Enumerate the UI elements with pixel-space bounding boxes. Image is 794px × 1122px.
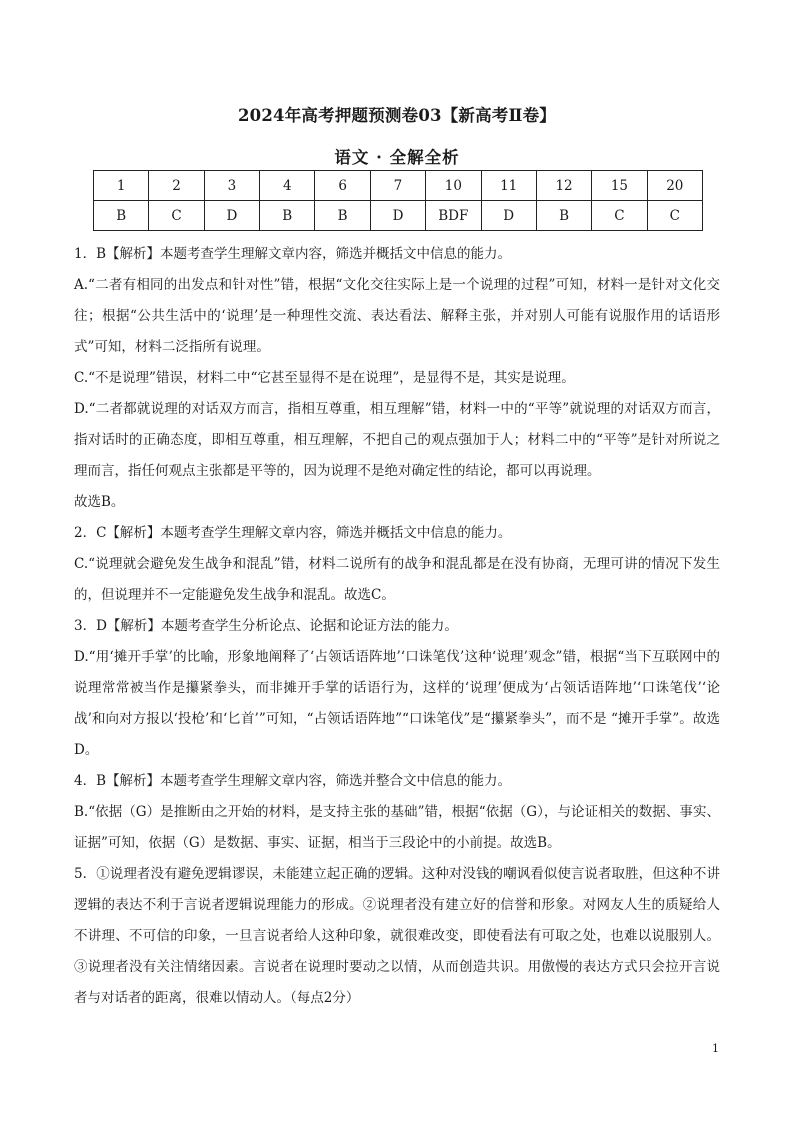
answer-cell: C xyxy=(149,201,204,231)
answer-table-answer-row xyxy=(94,201,703,231)
question-number-cell: 11 xyxy=(481,171,536,201)
analysis-paragraph-q1-a: A.“二者有相同的出发点和针对性”错，根据“文化交往实际上是一个说理的过程”可知，材料一是针对文化交往；根据“公共生活中的‘说理’是一种理性交流、表达看法、解释主张，并对别人可能有说服作用的话语形式”可知，材料二泛指所有说理。 xyxy=(74,277,720,355)
answer-cell: D xyxy=(370,201,425,231)
answer-table-question-row xyxy=(94,171,703,201)
analysis-paragraph-q4-heading: 4．B【解析】本题考查学生理解文章内容，筛选并整合文中信息的能力。 xyxy=(74,773,512,789)
page-number: 1 xyxy=(712,1042,719,1055)
analysis-paragraph-q4-b: B.“依据（G）是推断由之开始的材料，是支持主张的基础”错，根据“依据（G），与论证相关的数据、事实、证据”可知，依据（G）是数据、事实、证据，相当于三段论中的小前提。故选B。 xyxy=(74,804,720,851)
analysis-paragraph-q1-heading: 1．B【解析】本题考查学生理解文章内容，筛选并概括文中信息的能力。 xyxy=(74,246,512,262)
question-number-cell: 12 xyxy=(536,171,591,201)
question-number-cell: 15 xyxy=(592,171,647,201)
question-number-cell: 2 xyxy=(149,171,204,201)
analysis-paragraph-q1-c: C.“不是说理”错误，材料二中“它甚至显得不是在说理”，是显得不是，其实是说理。 xyxy=(74,370,575,386)
answer-cell: B xyxy=(315,201,370,231)
analysis-paragraph-q1-conclusion: 故选B。 xyxy=(74,494,125,510)
answer-cell: C xyxy=(647,201,702,231)
question-number-cell: 1 xyxy=(94,171,149,201)
analysis-paragraph-q2-c: C.“说理就会避免发生战争和混乱”错，材料二说所有的战争和混乱都是在没有协商，无理可讲的情况下发生的，但说理并不一定能避免发生战争和混乱。故选C。 xyxy=(74,556,720,603)
answer-cell: D xyxy=(204,201,259,231)
analysis-paragraph-q3-d: D.“用‘摊开手掌’的比喻，形象地阐释了‘占领话语阵地’‘口诛笔伐’这种‘说理’观念”错，根据“当下互联网中的说理常常被当作是攥紧拳头，而非摊开手掌的话语行为，这样的‘说理’便成为‘占领话语阵地’‘口诛笔伐’‘论战’和向对方报以‘投枪’和‘匕首’”可知，“占领话语阵地”“口诛笔伐”是“攥紧拳头”，而不是 “摊开手掌”。故选D。 xyxy=(74,649,720,758)
question-number-cell: 20 xyxy=(647,171,702,201)
analysis-content xyxy=(74,239,720,1014)
answer-cell: B xyxy=(536,201,591,231)
answer-cell: BDF xyxy=(426,201,481,231)
page-title: 2024年高考押题预测卷03【新高考Ⅱ卷】 xyxy=(238,106,556,125)
analysis-paragraph-q1-d: D.“二者都就说理的对话双方而言，指相互尊重，相互理解”错，材料一中的“平等”就说理的对话双方而言，指对话时的正确态度，即相互尊重，相互理解，不把自己的观点强加于人；材料二中的“平等”是针对所说之理而言，指任何观点主张都是平等的，因为说理不是绝对确定性的结论，都可以再说理。 xyxy=(74,401,720,479)
answer-cell: C xyxy=(592,201,647,231)
answer-table xyxy=(93,170,703,231)
analysis-paragraph-q2-heading: 2．C【解析】本题考查学生理解文章内容，筛选并概括文中信息的能力。 xyxy=(74,525,512,541)
page-subtitle: 语文 · 全解全析 xyxy=(334,148,460,167)
analysis-paragraph-q5: 5．①说理者没有避免逻辑谬误，未能建立起正确的逻辑。这种对没钱的嘲讽看似使言说者取胜，但这种不讲逻辑的表达不利于言说者逻辑说理能力的形成。②说理者没有建立好的信誉和形象。对网友人生的质疑给人不讲理、不可信的印象，一旦言说者给人这种印象，就很难改变，即使看法有可取之处，也难以说服别人。③说理者没有关注情绪因素。言说者在说理时要动之以情，从而创造共识。用傲慢的表达方式只会拉开言说者与对话者的距离，很难以情动人。（每点2分） xyxy=(74,866,720,1006)
answer-cell: B xyxy=(260,201,315,231)
question-number-cell: 10 xyxy=(426,171,481,201)
answer-cell: B xyxy=(94,201,149,231)
answer-cell: D xyxy=(481,201,536,231)
analysis-paragraph-q3-heading: 3．D【解析】本题考查学生分析论点、论据和论证方法的能力。 xyxy=(74,618,458,634)
question-number-cell: 7 xyxy=(370,171,425,201)
question-number-cell: 3 xyxy=(204,171,259,201)
question-number-cell: 4 xyxy=(260,171,315,201)
question-number-cell: 6 xyxy=(315,171,370,201)
